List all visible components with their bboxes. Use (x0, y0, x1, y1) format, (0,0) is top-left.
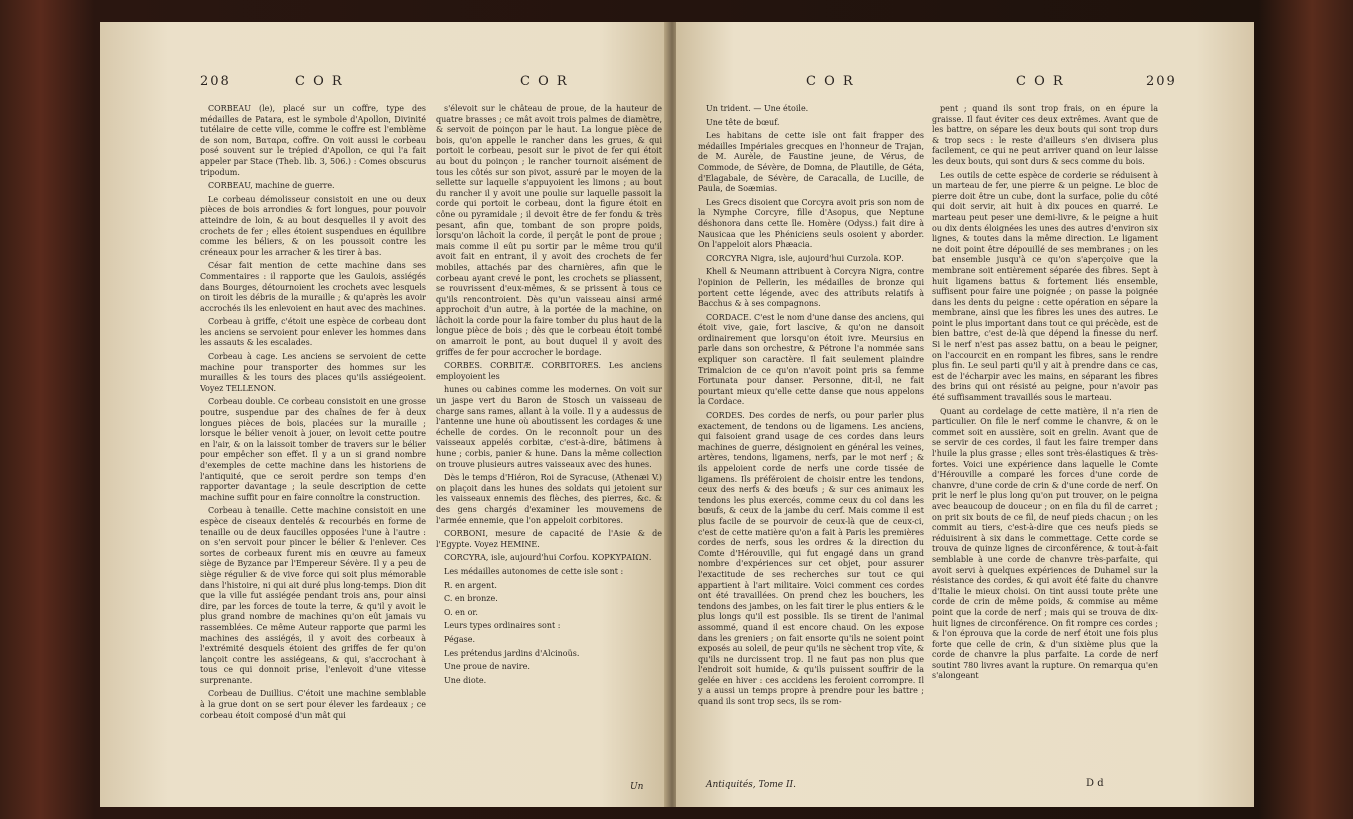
paragraph: pent ; quand ils sont trop frais, on en épure la graisse. Il faut éviter ces deux extrêmes. Avant que de les battre, on sépare les deux bouts qui sont trop durs & trop secs : le reste d'ailleurs s'en divisera plus facilement, ce qui ne peut arriver quand on leur laisse les deux bouts, qui sont durs & secs comme du bois. (932, 104, 1158, 166)
list-item: Une diote. (444, 675, 487, 685)
running-head-right-2: C O R (1016, 74, 1065, 89)
left-page (100, 22, 668, 807)
paragraph: Les habitans de cette isle ont fait frapper des médailles Impériales grecques en l'honneur de Trajan, de M. Aurèle, de Faustine jeune, de Vérus, de Commode, de Sévère, de Domna, de Plautille, de Géta, d'Elagabale, de Sévère, de Caracalla, de Lucille, de Paula, de Soæmias. (698, 131, 924, 194)
paragraph: Le corbeau démolisseur consistoit en une ou deux pièces de bois arrondies & fort longues, pour pouvoir atteindre de loin, & au bout desquelles il y avoit des crochets de fer ; elles étoient suspendues en équilibre comme les béliers, & on les poussoit contre les créneaux pour les arracher & les tirer à bas. (200, 194, 426, 257)
right-column-1 (698, 104, 924, 804)
paragraph: Corbeau à cage. Les anciens se servoient de cette machine pour transporter des hommes sur les murailles & les tours des places qu'ils assiégeoient. Voyez TELLENON. (200, 352, 426, 393)
paragraph: s'élevoit sur le château de proue, de la hauteur de quatre brasses ; ce mât avoit trois palmes de diamètre, & servoit de poinçon par le haut. La longue pièce de bois, qu'on appelle le rancher dans les grues, & qui portoit le corbeau, pesoit sur le pivot de fer qui étoit au bout du poinçon ; le rancher tournoit aisément de tous les côtés sur son pivot, assuré par le moyen de la sellette sur laquelle s'appuyoient les limons ; au bout du rancher il y avoit une poulie sur laquelle passoit la corde qui portoit le corbeau, dont la figure étoit en cône ou pyramidale ; il devoit être de fer fondu & très pesant, afin que, tombant de son propre poids, lorsqu'on lâchoit la corde, il perçât le pont de proue ; mais comme il eût pu sortir par le même trou qu'il avoit fait en entrant, il y avoit des crochets de fer mobiles, attachés par des charnières, afin que le corbeau ayant crevé le pont, les crochets se pliassent, se rouvrissent d'eux-mêmes, & se prissent à tous ce qu'ils rencontroient. Dès qu'un vaisseau ainsi armé approchoit d'un autre, à la portée de la machine, on lâchoit la corde pour la faire tomber du plus haut de la longue pièce de bois ; dès que le corbeau étoit tombé on amarroit le pont, au bout duquel il y avoit des griffes de fer pour accrocher le bordage. (436, 104, 662, 357)
list-item: C. en bronze. (444, 594, 498, 604)
paragraph: César fait mention de cette machine dans ses Commentaires : il rapporte que les Gaulois, assiégés dans Bourges, détournoient les crochets avec lesquels on tiroit les débris de la muraille ; & qu'après les avoir accrochés ils les enlevoient en haut avec des machines. (200, 261, 426, 313)
left-column-1 (200, 104, 426, 804)
paragraph: CORDES. Des cordes de nerfs, ou pour parler plus exactement, de tendons ou de ligamens. Les anciens, qui faisoient grand usage de ces cordes dans leurs machines de guerre, désignoient en général les veines, artères, tendons, ligamens, nerfs, par le mot nerf ; & ils appeloient corde de nerfs une corde tissée de ligamens. Ils préféroient de choisir entre les tendons, ceux des nerfs & des bœufs ; & sur ces animaux les tendons les plus exercés, comme ceux du col dans les bœufs, & ceux de la jambe du cerf. Mais comme il est plus facile de se pourvoir de ceux-là que de ceux-ci, c'est de cette matière qu'on a fait à Paris les premières cordes de nerfs, sous les ordres & la direction du Comte d'Hérouville, qui fut engagé dans un grand nombre d'expériences sur cet objet, pour assurer l'exactitude de ses recherches sur tout ce qui appartient à l'art militaire. Voici comment ces cordes ont été travaillées. On prend chez les bouchers, les tendons des jambes, on les fait tirer le plus entiers & le plus longs qu'il est possible. Ils se tirent de l'animal assommé, quand il est encore chaud. On les expose dans les greniers ; on fait ensorte qu'ils ne soient point exposés au soleil, de peur qu'ils ne sèchent trop vîte, & qu'ils ne durcissent trop. Il ne faut pas non plus que l'endroit soit humide, & qu'ils puissent souffrir de la gelée en hiver : ces accidens les feroient corrompre. Il y a aussi un temps propre à prendre pour les battre ; quand ils sont trop secs, ils se rom- (698, 411, 924, 707)
paragraph: CORBONI, mesure de capacité de l'Asie & de l'Egypte. Voyez HEMINE. (436, 529, 662, 549)
running-head-right-1: C O R (806, 74, 855, 89)
list-item: Une proue de navire. (444, 662, 530, 672)
list-item: Pégase. (444, 634, 476, 644)
paragraph: CORBES. CORBITÆ. CORBITORES. Les anciens employoient les (436, 361, 662, 381)
page-number-left: 208 (200, 74, 231, 89)
page-footer: Antiquités, Tome II. (706, 780, 796, 790)
paragraph: CORCYRA Nigra, isle, aujourd'hui Curzola. ΚΟΡ. (706, 253, 904, 263)
paragraph: Corbeau à tenaille. Cette machine consistoit en une espèce de ciseaux dentelés & recourbés en forme de tenaille ou de deux faucilles opposées l'une à l'autre : on s'en servoit pour pincer le bélier & l'enlever. Ces sortes de corbeaux furent mis en œuvre au fameux siège de Byzance par l'Empereur Sévère. Il y a peu de siège régulier & de vive force qui soit plus mémorable dans l'histoire, ni qui ait duré plus long-temps. Dion dit que la ville fut assiégée pendant trois ans, pour ainsi dire, par les forces de toute la terre, & qu'il y avoit le plus grand nombre de machines qu'on eût jamais vu rassemblées. Ce même Auteur rapporte que parmi les machines des assiégés, il y avoit des corbeaux à l'extrémité desquels étoient des griffes de fer qu'on lançoit contre les assiégeans, & qui, s'accrochant à tous ce qui donnoit prise, l'enlevoit d'une vitesse surprenante. (200, 506, 426, 685)
running-head-left-1: C O R (295, 74, 344, 89)
catchword: Un (630, 782, 644, 792)
paragraph: hunes ou cabines comme les modernes. On voit sur un jaspe vert du Baron de Stosch un vaisseau de charge sans rames, allant à la voile. Il y a audessus de l'antenne une hune où aboutissent les cordages & une échelle de cordes. On le reconnoît pour un des vaisseaux appelés corbitæ, c'est-à-dire, bâtimens à hune ; corbis, panier & hune. Dans la même collection on trouve plusieurs autres vaisseaux avec des hunes. (436, 385, 662, 469)
paragraph: CORCYRA, isle, aujourd'hui Corfou. ΚΟΡΚΥΡΑΙΩΝ. (444, 553, 652, 563)
paragraph: Les outils de cette espèce de corderie se réduisent à un marteau de fer, une pierre & un peigne. Le bloc de pierre doit être un cube, dont la surface, polie du côté qui doit servir, ait huit à dix pouces en quarré. Le marteau peut peser une demi-livre, & le peigne a huit ou dix dents éloignées les unes des autres d'environ six lignes, & toutes dans la même direction. Le ligament ne doit point être dépouillé de ses membranes ; on les bat ensemble jusqu'à ce qu'on s'aperçoive que la membrane soit entièrement séparée des fibres. Sept à huit ligamens battus & fortement liés ensemble, suffisent pour faire une poignée ; on passe la poignée dans les dents du peigne : cette opération en sépare la membrane, ainsi que les fibres les unes des autres. Le point le plus important dans tout ce qui précède, est de bien battre, c'est de-là que dépend la finesse du nerf. Si le nerf n'est pas assez battu, on a beau le peigner, on l'accourcit en en rompant les fibres, sans le rendre plus fin. Le seul parti qu'il y ait à prendre dans ce cas, est de l'écharpir avec les mains, en séparant les fibres des brins qui ont résisté au peigne, pour n'avoir pas été suffisamment travaillés sous le marteau. (932, 170, 1158, 403)
paragraph: Khell & Neumann attribuent à Corcyra Nigra, contre l'opinion de Pellerin, les médailles de bronze qui portent cette légende, avec des attributs relatifs à Bacchus & à ses compagnons. (698, 267, 924, 309)
paragraph: Une tête de bœuf. (706, 117, 780, 127)
paragraph: CORDACE. C'est le nom d'une danse des anciens, qui étoit vive, gaie, fort lascive, & qu'on ne dansoit ordinairement que lorsqu'on étoit ivre. Meursius en parle dans son orchestre, & Pétrone l'a nommée sans expliquer son caractère. Il fait seulement plaindre Trimalcion de ce qu'on n'avoit point pris sa femme Fortunata pour danser. Personne, dit-il, ne fait pourtant mieux qu'elle cette danse que nous appelons la Cordace. (698, 312, 924, 407)
paragraph: Leurs types ordinaires sont : (444, 621, 561, 631)
page-number-right: 209 (1146, 74, 1177, 89)
paragraph: Dès le temps d'Hiéron, Roi de Syracuse, (Athenæi V.) on plaçoit dans les hunes des soldats qui jetoient sur les vaisseaux ennemis des flèches, des pierres, &c. & des gens chargés d'examiner les mouvemens de l'armée ennemie, que l'on appeloit corbitores. (436, 473, 662, 525)
paragraph: CORBEAU (le), placé sur un coffre, type des médailles de Patara, est le symbole d'Apollon, Divinité tutélaire de cette ville, comme le coffre est l'emblème de son nom, Βαταρα, coffre. On voit aussi le corbeau posé souvent sur le trépied d'Apollon, ce qui l'a fait appeler par Stace (Theb. lib. 3, 506.) : Comes obscurus tripodum. (200, 104, 426, 177)
list-item: O. en or. (444, 607, 478, 617)
paragraph: CORBEAU, machine de guerre. (208, 181, 335, 191)
running-head-left-2: C O R (520, 74, 569, 89)
left-column-2 (436, 104, 662, 804)
list-item: R. en argent. (444, 580, 497, 590)
right-page (676, 22, 1254, 807)
right-column-2 (932, 104, 1158, 804)
paragraph: Un trident. — Une étoile. (706, 104, 809, 113)
paragraph: Corbeau à griffe, c'étoit une espèce de corbeau dont les anciens se servoient pour enlever les hommes dans les assauts & les escalades. (200, 317, 426, 348)
paragraph: Les Grecs disoient que Corcyra avoit pris son nom de la Nymphe Corcyre, fille d'Asopus, que Neptune déshonora dans cette île. Homère (Odyss.) fait dire à Nausicaa que les Phéniciens seuls osoient y aborder. On l'appeloit alors Phæacia. (698, 197, 924, 250)
signature-mark: D d (1086, 778, 1104, 789)
paragraph: Les médailles autonomes de cette isle sont : (444, 566, 624, 576)
paragraph: Corbeau de Duillius. C'étoit une machine semblable à la grue dont on se sert pour élever les fardeaux ; ce corbeau étoit composé d'un mât qui (200, 689, 426, 720)
list-item: Les prétendus jardins d'Alcinoüs. (444, 648, 580, 658)
paragraph: Corbeau double. Ce corbeau consistoit en une grosse poutre, suspendue par des chaînes de fer à deux longues pièces de bois, placées sur la muraille ; lorsque le bélier venoit à jouer, on levoit cette poutre en l'air, & on la laissoit tomber de travers sur le bélier pour empêcher son effet. Il y a un si grand nombre d'exemples de cette machine dans les historiens de l'antiquité, que ce seroit perdre son temps d'en rapporter davantage ; la seule description de cette machine suffit pour en faire connoître la construction. (200, 397, 426, 502)
paragraph: Quant au cordelage de cette matière, il n'a rien de particulier. On file le nerf comme le chanvre, & on le commet soit en aussière, soit en grelin. Avant que de se servir de ces cordes, il faut les faire tremper dans l'huile la plus grasse ; elles sont très-élastiques & très-fortes. Voici une expérience dans laquelle le Comte d'Hérouville a comparé les forces d'une corde de chanvre, d'une corde de crin & d'une corde de nerf. On prit le nerf le plus long qu'on put trouver, on le peigna avec beaucoup de douceur ; on en fila du fil de carret ; on prit six bouts de ce fil, de neuf pieds chacun ; on les commit au tiers, c'est-à-dire que ces neufs pieds se réduisirent à six dans le commettage. Cette corde se trouva de quinze lignes de circonférence, & tout-à-fait semblable à une corde de chanvre très-parfaite, qui avoit servi à quelques expériences de Duhamel sur la résistance des cordes, & qui avoit été faite du chanvre d'Italie le mieux choisi. On tint aussi toute prête une corde de crin de même poids, & commise au même point que la corde de nerf ; mais qui se trouva de dix-huit lignes de circonférence. On fit rompre ces cordes ; & l'on éprouva que la corde de nerf étoit une fois plus forte que celle de crin, & d'un sixième plus que la corde de chanvre la plus parfaite. La corde de nerf soutint 780 livres avant la rupture. On remarqua qu'en s'alongeant (932, 406, 1158, 681)
